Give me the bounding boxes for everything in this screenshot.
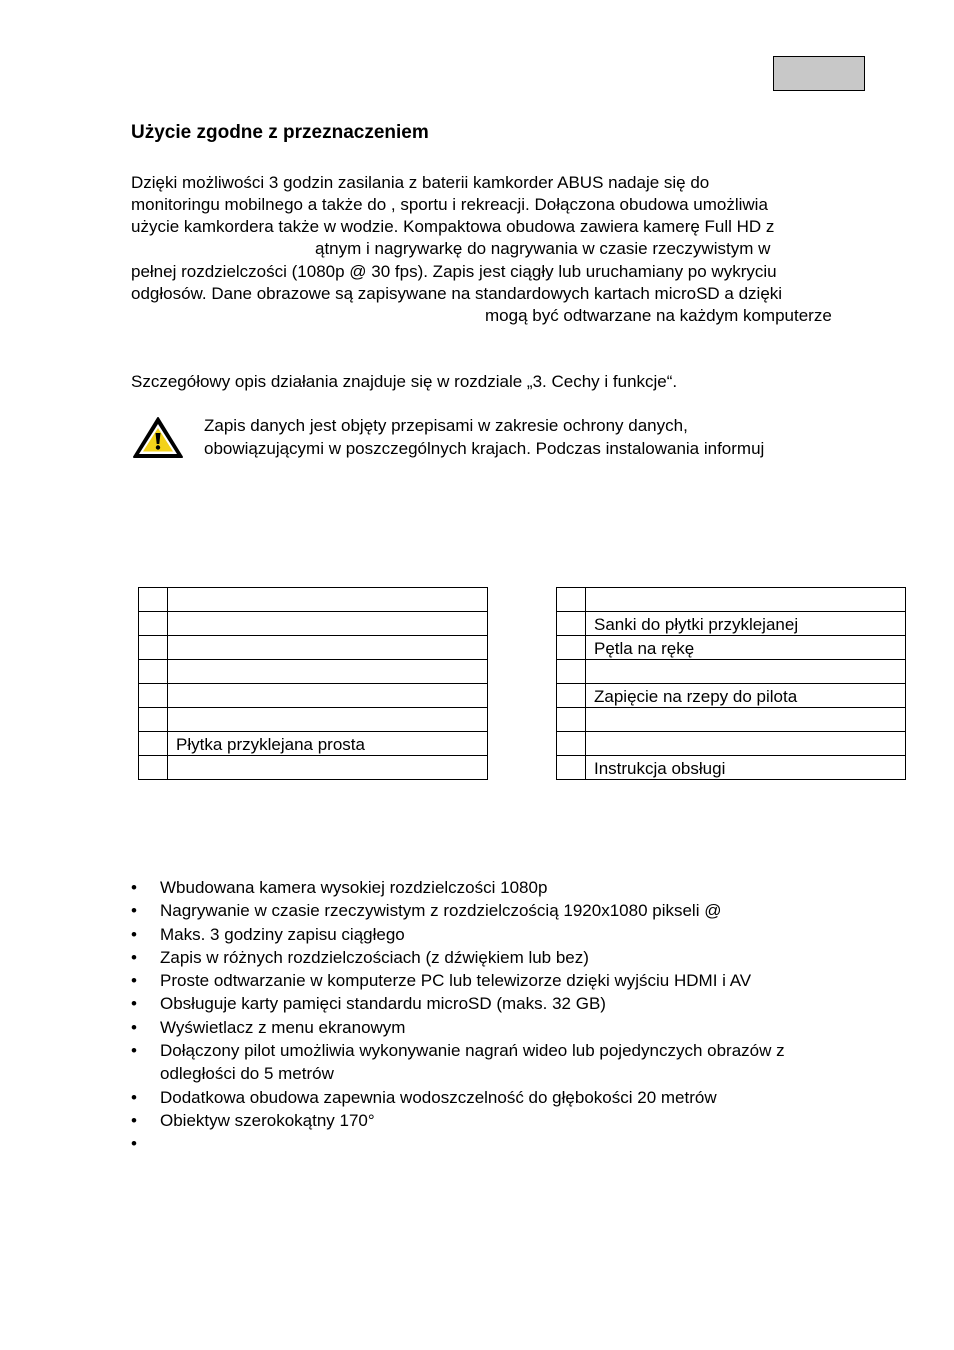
table-cell-item xyxy=(168,660,488,684)
accessories-table-right xyxy=(556,587,906,780)
table-row xyxy=(139,660,488,684)
table-cell-number xyxy=(139,732,168,756)
table-cell-item: Zapięcie na rzepy do pilota xyxy=(586,684,906,708)
bullet-icon: • xyxy=(131,1110,137,1130)
table-cell-number xyxy=(557,588,586,612)
table-cell-number xyxy=(557,660,586,684)
list-item xyxy=(131,992,785,1015)
table-cell-item xyxy=(586,588,906,612)
intro-line: ątnym i nagrywarkę do nagrywania w czasie rzeczywistym w xyxy=(315,239,771,258)
list-item-text: Obsługuje karty pamięci standardu microSD (maks. 32 GB) xyxy=(160,994,606,1014)
table-row xyxy=(557,588,906,612)
table-cell-item xyxy=(168,756,488,780)
table-row xyxy=(557,660,906,684)
table-row xyxy=(139,588,488,612)
table-row xyxy=(139,612,488,636)
list-item-text: Proste odtwarzanie w komputerze PC lub telewizorze dzięki wyjściu HDMI i AV xyxy=(160,971,752,991)
table-cell-item: Płytka przyklejana prosta xyxy=(168,732,488,756)
table-cell-number xyxy=(139,636,168,660)
table-cell-item xyxy=(586,708,906,732)
intro-line: odgłosów. Dane obrazowe są zapisywane na standardowych kartach microSD a dzięki xyxy=(131,284,783,303)
table-cell-item: Pętla na rękę xyxy=(586,636,906,660)
table-row xyxy=(139,708,488,732)
bullet-icon: • xyxy=(131,971,137,991)
list-item xyxy=(131,946,785,969)
table-cell-number xyxy=(557,756,586,780)
bullet-icon: • xyxy=(131,1041,137,1061)
table-row xyxy=(557,684,906,708)
list-item-text: Dołączony pilot umożliwia wykonywanie nagrań wideo lub pojedynczych obrazów z xyxy=(160,1041,785,1061)
table-cell-item xyxy=(168,588,488,612)
list-item-text: Zapis w różnych rozdzielczościach (z dźwiękiem lub bez) xyxy=(160,947,589,967)
list-item xyxy=(131,923,785,946)
bullet-icon: • xyxy=(131,947,137,967)
list-item xyxy=(131,1039,785,1062)
table-cell-item xyxy=(168,684,488,708)
bullet-icon: • xyxy=(131,994,137,1014)
table-cell-number xyxy=(557,636,586,660)
table-row xyxy=(139,684,488,708)
table-cell-number xyxy=(557,732,586,756)
intro-line: użycie kamkordera także w wodzie. Kompaktowa obudowa zawiera kamerę Full HD z xyxy=(131,217,775,236)
list-item-text: Wyświetlacz z menu ekranowym xyxy=(160,1017,406,1037)
table-cell-number xyxy=(139,588,168,612)
table-row xyxy=(557,708,906,732)
warning-text-line: Zapis danych jest objęty przepisami w zakresie ochrony danych, xyxy=(204,416,688,435)
bullet-icon: • xyxy=(131,1017,137,1037)
intro-line: pełnej rozdzielczości (1080p @ 30 fps). Zapis jest ciągły lub uruchamiany po wykryciu xyxy=(131,262,777,281)
table-cell-item xyxy=(586,660,906,684)
table-cell-number xyxy=(139,684,168,708)
section-title: Użycie zgodne z przeznaczeniem xyxy=(131,122,429,143)
warning-triangle-icon xyxy=(132,416,184,460)
intro-line: Dzięki możliwości 3 godzin zasilania z baterii kamkorder ABUS nadaje się do xyxy=(131,173,710,192)
table-cell-number xyxy=(557,708,586,732)
table-cell-number xyxy=(139,756,168,780)
accessories-table-left xyxy=(138,587,488,780)
details-reference: Szczegółowy opis działania znajduje się w rozdziale „3. Cechy i funkcje“. xyxy=(131,372,678,391)
table-cell-item xyxy=(168,636,488,660)
list-item-text: odległości do 5 metrów xyxy=(160,1064,334,1084)
list-item-text: Maks. 3 godziny zapisu ciągłego xyxy=(160,924,405,944)
list-item xyxy=(131,969,785,992)
table-cell-item: Instrukcja obsługi xyxy=(586,756,906,780)
list-item-text: Dodatkowa obudowa zapewnia wodoszczelność do głębokości 20 metrów xyxy=(160,1087,717,1107)
list-item-text: Nagrywanie w czasie rzeczywistym z rozdzielczością 1920x1080 pikseli @ xyxy=(160,901,722,921)
bullet-icon: • xyxy=(131,1134,137,1154)
list-item-text: Wbudowana kamera wysokiej rozdzielczości 1080p xyxy=(160,878,548,897)
intro-line: monitoringu mobilnego a także do , sportu i rekreacji. Dołączona obudowa umożliwia xyxy=(131,195,768,214)
warning-text-line: obowiązującymi w poszczególnych krajach. Podczas instalowania informuj xyxy=(204,439,765,458)
table-cell-item xyxy=(168,708,488,732)
table-cell-item: Sanki do płytki przyklejanej xyxy=(586,612,906,636)
table-cell-number xyxy=(139,660,168,684)
list-item xyxy=(131,1016,785,1039)
bullet-icon: • xyxy=(131,878,137,897)
table-row xyxy=(139,732,488,756)
table-row xyxy=(557,732,906,756)
table-row xyxy=(139,636,488,660)
table-cell-number xyxy=(557,684,586,708)
intro-line: mogą być odtwarzane na każdym komputerze xyxy=(485,306,832,325)
table-row xyxy=(557,636,906,660)
table-cell-number xyxy=(139,708,168,732)
table-cell-item xyxy=(168,612,488,636)
list-item xyxy=(131,876,785,899)
bullet-icon: • xyxy=(131,901,137,921)
bullet-icon: • xyxy=(131,1087,137,1107)
table-row xyxy=(139,756,488,780)
table-row xyxy=(557,756,906,780)
list-item xyxy=(131,1109,785,1132)
list-item-text: Obiektyw szerokokątny 170° xyxy=(160,1110,375,1130)
bullet-icon: • xyxy=(131,924,137,944)
features-list xyxy=(131,876,785,1154)
list-item-continuation xyxy=(131,1062,785,1085)
table-cell-item xyxy=(586,732,906,756)
list-item xyxy=(131,1086,785,1109)
table-row xyxy=(557,612,906,636)
table-cell-number xyxy=(139,612,168,636)
list-item xyxy=(131,899,785,922)
language-tab-box xyxy=(773,56,865,91)
table-cell-number xyxy=(557,612,586,636)
